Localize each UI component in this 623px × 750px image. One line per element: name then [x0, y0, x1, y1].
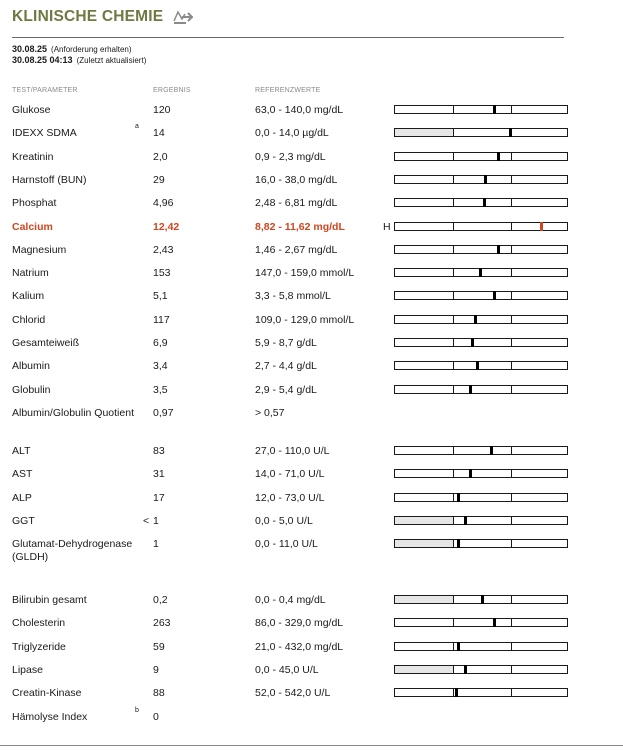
range-bar-divider: [511, 619, 512, 626]
range-bar-marker: [509, 128, 512, 137]
range-bar-divider: [511, 494, 512, 501]
range-bar-low-zone: [395, 540, 453, 547]
reference-range: > 0,57: [255, 406, 285, 419]
range-bar-marker: [483, 198, 486, 207]
range-bar: [394, 493, 568, 502]
range-bar-divider: [453, 246, 454, 253]
table-row: [0, 244, 623, 262]
range-bar: [394, 245, 568, 254]
range-bar-divider: [453, 643, 454, 650]
range-bar: [394, 105, 568, 114]
range-bar-divider: [511, 199, 512, 206]
result-value: 31: [153, 468, 165, 481]
range-bar: [394, 198, 568, 207]
table-row: [0, 174, 623, 192]
footnote-marker: b: [135, 706, 139, 714]
result-value: 12,42: [153, 220, 180, 233]
test-name: Bilirubin gesamt: [12, 594, 87, 607]
section-header: [12, 8, 564, 26]
footnote-marker: a: [135, 123, 139, 131]
result-value: 153: [153, 267, 171, 280]
range-bar: [394, 128, 568, 137]
table-row: [0, 492, 623, 510]
range-bar-divider: [511, 666, 512, 673]
test-name: Albumin/Globulin Quotient: [12, 406, 134, 419]
result-value: 59: [153, 640, 165, 653]
result-value: 4,96: [153, 197, 174, 210]
reference-range: 8,82 - 11,62 mg/dL: [255, 220, 345, 233]
reference-range: 0,0 - 0,4 mg/dL: [255, 594, 326, 607]
reference-range: 63,0 - 140,0 mg/dL: [255, 104, 344, 116]
range-bar-divider: [511, 246, 512, 253]
range-bar-marker: [469, 385, 472, 394]
range-bar-divider: [453, 199, 454, 206]
range-bar: [394, 618, 568, 627]
range-bar-marker: [490, 446, 493, 455]
range-bar: [394, 361, 568, 370]
range-bar-divider: [453, 596, 454, 603]
range-bar: [394, 595, 568, 604]
table-row: [0, 445, 623, 463]
range-bar-divider: [453, 176, 454, 183]
range-bar-marker: [493, 618, 496, 627]
range-bar-divider: [453, 666, 454, 673]
range-bar-low-zone: [395, 129, 453, 136]
range-bar-marker: [457, 493, 460, 502]
range-bar: [394, 469, 568, 478]
result-value: 2,43: [153, 243, 174, 256]
result-value: 29: [153, 173, 165, 186]
range-bar-marker: [479, 268, 482, 277]
range-bar: [394, 642, 568, 651]
range-bar-divider: [511, 517, 512, 524]
range-bar: [394, 338, 568, 347]
test-name: Phosphat: [12, 197, 57, 210]
range-bar-divider: [511, 362, 512, 369]
reference-range: 1,46 - 2,67 mg/dL: [255, 243, 338, 256]
test-name: Calcium: [12, 220, 53, 233]
range-bar-divider: [511, 540, 512, 547]
table-row: [0, 314, 623, 332]
result-value: 5,1: [153, 290, 168, 303]
range-bar-divider: [453, 619, 454, 626]
range-bar-marker: [540, 222, 543, 231]
result-value: 1: [153, 538, 159, 551]
table-row: [0, 617, 623, 635]
test-name: Kreatinin: [12, 150, 54, 163]
table-row: [0, 290, 623, 308]
range-bar: [394, 688, 568, 697]
range-bar-divider: [511, 643, 512, 650]
range-bar-divider: [511, 470, 512, 477]
table-row: [0, 594, 623, 612]
test-name: Gesamteiweiß: [12, 337, 80, 349]
table-row: [0, 687, 623, 705]
range-bar: [394, 446, 568, 455]
test-name: Kalium: [12, 290, 45, 303]
range-bar-divider: [453, 517, 454, 524]
table-row: [0, 468, 623, 486]
result-value: 263: [153, 617, 171, 630]
range-bar-divider: [511, 386, 512, 393]
table-row: [0, 407, 623, 425]
test-name: Creatin-Kinase: [12, 687, 82, 700]
reference-range: 86,0 - 329,0 mg/dL: [255, 617, 344, 630]
range-bar-divider: [511, 316, 512, 323]
test-name: ALT: [12, 444, 31, 457]
reference-range: 0,9 - 2,3 mg/dL: [255, 150, 326, 163]
result-prefix: <: [143, 514, 150, 527]
range-bar-divider: [511, 596, 512, 603]
range-bar-marker: [464, 516, 467, 525]
range-bar-low-zone: [395, 596, 453, 603]
range-bar: [394, 222, 568, 231]
range-bar-divider: [453, 540, 454, 547]
table-row: [0, 384, 623, 402]
range-bar-marker: [471, 338, 474, 347]
range-bar-divider: [511, 223, 512, 230]
range-bar-marker: [457, 539, 460, 548]
reference-range: 12,0 - 73,0 U/L: [255, 491, 325, 504]
test-name: Albumin: [12, 360, 50, 373]
result-value: 88: [153, 687, 165, 700]
table-row: [0, 337, 623, 355]
table-row: [0, 221, 623, 239]
test-name: Hämolyse Index: [12, 710, 88, 723]
dates-block: [12, 44, 146, 66]
forward-chart-icon[interactable]: [173, 9, 193, 25]
range-bar-divider: [511, 269, 512, 276]
range-bar-divider: [511, 339, 512, 346]
test-name: GGT: [12, 514, 35, 527]
range-bar: [394, 516, 568, 525]
range-bar-divider: [453, 494, 454, 501]
table-row: [0, 104, 623, 122]
range-bar-divider: [511, 447, 512, 454]
header-divider: [12, 37, 564, 38]
test-name: IDEXX SDMA: [12, 127, 77, 140]
reference-range: 27,0 - 110,0 U/L: [255, 444, 330, 457]
result-value: 0,97: [153, 406, 174, 419]
range-bar-marker: [455, 688, 458, 697]
range-bar-marker: [457, 642, 460, 651]
range-bar: [394, 539, 568, 548]
range-bar-divider: [511, 176, 512, 183]
table-row: [0, 706, 623, 729]
range-bar-divider: [453, 292, 454, 299]
range-bar-divider: [453, 689, 454, 696]
range-bar-divider: [453, 386, 454, 393]
result-value: 9: [153, 664, 159, 676]
test-name: ALP: [12, 491, 32, 504]
range-bar-divider: [511, 292, 512, 299]
test-name: AST: [12, 468, 33, 481]
range-bar-divider: [511, 106, 512, 113]
date-updated: 30.08.25 04:13 (Zuletzt aktualisiert): [12, 55, 147, 65]
column-header-test: TEST/PARAMETER: [12, 87, 78, 94]
result-value: 2,0: [153, 150, 168, 163]
test-name: Globulin: [12, 383, 51, 396]
table-row: [0, 123, 623, 145]
result-value: 14: [153, 127, 165, 140]
range-bar-divider: [453, 447, 454, 454]
result-value: 83: [153, 444, 165, 457]
range-bar: [394, 175, 568, 184]
range-bar-marker: [464, 665, 467, 674]
reference-range: 2,9 - 5,4 g/dL: [255, 383, 317, 396]
range-bar-divider: [453, 106, 454, 113]
range-bar: [394, 291, 568, 300]
table-row: [0, 538, 623, 564]
test-name: Lipase: [12, 664, 43, 676]
range-bar: [394, 665, 568, 674]
range-bar: [394, 268, 568, 277]
range-bar-marker: [469, 469, 472, 478]
range-bar-low-zone: [395, 517, 453, 524]
result-value: 117: [153, 313, 170, 326]
reference-range: 5,9 - 8,7 g/dL: [255, 337, 317, 349]
range-bar: [394, 152, 568, 161]
range-bar-divider: [453, 470, 454, 477]
table-row: [0, 360, 623, 378]
reference-range: 2,48 - 6,81 mg/dL: [255, 197, 338, 210]
range-bar-marker: [497, 152, 500, 161]
column-header-result: ERGEBNIS: [153, 87, 191, 94]
reference-range: 16,0 - 38,0 mg/dL: [255, 173, 338, 186]
range-bar-marker: [481, 595, 484, 604]
result-value: 120: [153, 104, 171, 116]
table-row: [0, 151, 623, 169]
range-bar-divider: [453, 223, 454, 230]
reference-range: 0,0 - 14,0 µg/dL: [255, 127, 329, 140]
test-name: Glukose: [12, 104, 51, 116]
reference-range: 0,0 - 45,0 U/L: [255, 664, 319, 676]
page-title: KLINISCHE CHEMIE: [12, 8, 164, 25]
test-name: Natrium: [12, 267, 49, 280]
range-bar-marker: [484, 175, 487, 184]
reference-range: 21,0 - 432,0 mg/dL: [255, 640, 344, 653]
test-name: Cholesterin: [12, 617, 66, 630]
range-bar-divider: [453, 316, 454, 323]
range-bar-divider: [453, 339, 454, 346]
result-value: 3,5: [153, 383, 168, 396]
range-bar: [394, 315, 568, 324]
result-value: 0: [153, 710, 159, 723]
range-bar-low-zone: [395, 666, 453, 673]
column-header-reference: REFERENZWERTE: [255, 87, 321, 94]
date-received: 30.08.25 (Anforderung erhalten): [12, 44, 132, 54]
high-flag: H: [383, 220, 391, 233]
range-bar-divider: [511, 153, 512, 160]
range-bar-marker: [476, 361, 479, 370]
reference-range: 0,0 - 11,0 U/L: [255, 538, 318, 551]
test-name: Harnstoff (BUN): [12, 173, 87, 186]
reference-range: 3,3 - 5,8 mmol/L: [255, 290, 331, 303]
test-name: Glutamat-Dehydrogenase (GLDH): [12, 538, 133, 564]
range-bar: [394, 385, 568, 394]
reference-range: 0,0 - 5,0 U/L: [255, 514, 313, 527]
table-row: [0, 197, 623, 215]
test-name: Chlorid: [12, 313, 46, 326]
reference-range: 14,0 - 71,0 U/L: [255, 468, 325, 481]
table-row: [0, 267, 623, 285]
reference-range: 109,0 - 129,0 mmol/L: [255, 313, 355, 326]
range-bar-divider: [453, 269, 454, 276]
result-value: 17: [153, 491, 165, 504]
range-bar-divider: [453, 129, 454, 136]
range-bar-divider: [453, 362, 454, 369]
reference-range: 147,0 - 159,0 mmol/L: [255, 267, 355, 280]
range-bar-marker: [474, 315, 477, 324]
range-bar-divider: [511, 689, 512, 696]
table-row: [0, 641, 623, 659]
table-row: [0, 515, 623, 533]
range-bar-marker: [493, 291, 496, 300]
test-name: Triglyzeride: [12, 640, 66, 653]
range-bar-marker: [493, 105, 496, 114]
footer-divider: [0, 745, 623, 746]
reference-range: 2,7 - 4,4 g/dL: [255, 360, 317, 373]
range-bar-divider: [453, 153, 454, 160]
reference-range: 52,0 - 542,0 U/L: [255, 687, 331, 700]
result-value: 0,2: [153, 594, 168, 607]
range-bar-marker: [497, 245, 500, 254]
table-row: [0, 664, 623, 682]
result-value: 1: [153, 514, 159, 527]
result-value: 6,9: [153, 337, 168, 349]
test-name: Magnesium: [12, 243, 67, 256]
result-value: 3,4: [153, 360, 168, 373]
